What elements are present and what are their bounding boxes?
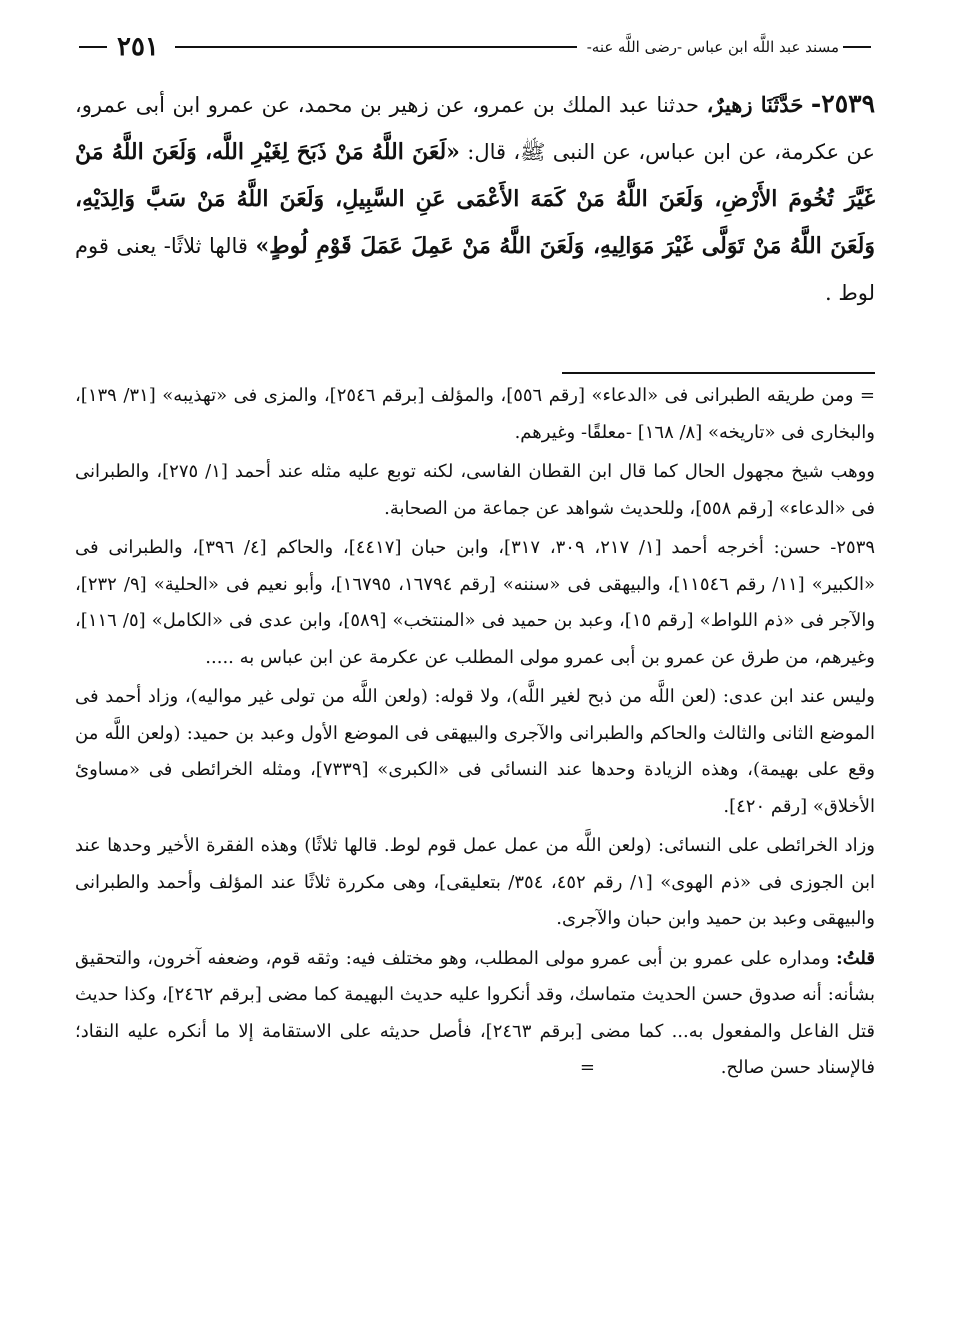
page-header (75, 30, 875, 64)
header-title: مسند عبد اللَّه ابن عباس -رضى اللَّه عنه- (586, 38, 839, 56)
hadith-text (75, 80, 875, 317)
footnote-takhrij: ٢٥٣٩- حسن: أخرجه أحمد [١/ ٢١٧، ٣٠٩، ٣١٧]، وابن حبان [٤٤١٧]، والحاكم [٤/ ٣٩٦]، والطبرانى فى «الكبير» [١١/ رقم ١١٥٤٦]، والبيهقى فى «سننه» [رقم ١٦٧٩٤، ١٦٧٩٥]، وأبو نعيم فى «الحلية» [٩/ ٢٣٢]، والآجر فى «ذم اللواط» [رقم ١٥]، وعبد بن حميد فى «المنتخب» [٥٨٩]، وابن عدى فى «الكامل» [٥/ ١١٦]، وغيرهم، من طرق عن عمرو بن أبى عمرو مولى المطلب عن عكرمة عن ابن عباس به ..... (75, 537, 876, 668)
hadith-number: ٢٥٣٩- (810, 89, 875, 118)
footnote-paragraph: ووهب شيخ مجهول الحال كما قال ابن القطان الفاسى، لكنه توبع عليه مثله عند أحمد [١/ ٢٧٥]، والطبرانى فى «الدعاء» [رقم ٥٥٨]، وللحديث شواهد عن جماعة من الصحابة. (75, 461, 875, 519)
header-dash-left (79, 46, 107, 48)
qultu-label: قلتُ: (836, 947, 875, 969)
footnote-conclusion (75, 941, 875, 1087)
page-number: ٢٥١ (117, 32, 159, 62)
footnotes (75, 378, 875, 1090)
footnote-separator (562, 372, 875, 374)
hadith-haddathana: حَدَّثَنَا زهيرٌ، (706, 92, 804, 117)
hadith-tail: قالها ثلاثًا- يعنى قوم لوط . (75, 234, 875, 305)
hadith-matn: «لَعَنَ اللَّهُ مَنْ ذَبَحَ لِغَيْرِ اللَّه، وَلَعَنَ اللَّهُ مَنْ غَيَّرَ تُخُومَ الأَرْضِ، وَلَعَنَ اللَّهُ مَنْ كَمَهَ الأَعْمَى عَنِ السَّبِيلِ، وَلَعَنَ اللَّهُ مَنْ سَبَّ وَالِدَيْهِ، وَلَعَنَ اللَّهُ مَنْ تَوَلَّى غَيْرَ مَوَالِيهِ، وَلَعَنَ اللَّهُ مَنْ عَمِلَ عَمَلَ قَوْمِ لُوطٍ» (75, 139, 875, 259)
footnote-paragraph: وليس عند ابن عدى: (لعن اللَّه من ذبح لغير اللَّه)، ولا قوله: (ولعن اللَّه من تولى غير مواليه)، وزاد أحمد فى الموضع الثانى والثالث والحاكم والطبرانى والآجرى والبيهقى فى الموضع الأول وعبد بن حميد: (ولعن اللَّه من وقع على بهيمة)، وهذه الزيادة وحدها عند النسائى فى «الكبرى» [٧٣٣٩]، ومثله الخرائطى فى «مساوئ الأخلاق» [رقم ٤٢٠]. (75, 686, 875, 817)
hadith-isnad: حدثنا عبد الملك بن عمرو، عن زهير بن محمد، عن عمرو ابن أبى عمرو، عن عكرمة، عن ابن عباس، عن النبى ﷺ، قال: (75, 93, 875, 164)
footnote-continuation: = ومن طريقه الطبرانى فى «الدعاء» [رقم ٥٥٦]، والمؤلف [برقم ٢٥٤٦]، والمزى فى «تهذيبه» [٣١/ ١٣٩]، والبخارى فى «تاريخه» [٨/ ١٦٨] -معلقًا- وغيرهم. (75, 385, 876, 443)
continuation-mark: = (579, 1057, 595, 1078)
footnote-paragraph: وزاد الخرائطى على النسائى: (ولعن اللَّه من عمل عمل قوم لوط. قالها ثلاثًا) وهذه الفقرة الأخير وحدها عند ابن الجوزى فى «ذم الهوى» [١/ رقم ٤٥٢، ٣٥٤/ بتعليقى]، وهى مكررة ثلاثًا عند المؤلف وأحمد والطبرانى والبيهقى وعبد بن حميد وابن حبان والآجرى. (75, 835, 875, 929)
header-rule (175, 46, 577, 48)
conclusion-text: ومداره على عمرو بن أبى عمرو مولى المطلب، وهو مختلف فيه: وثقه قوم، وضعفه آخرون، والتحقيق بشأنه: أنه صدوق حسن الحديث متماسك، وقد أنكروا عليه حديث البهيمة كما مضى [برقم ٢٤٦٢]، وكذا حديث قتل الفاعل والمفعول به... كما مضى [برقم ٢٤٦٣]، فأصل حديثه على الاستقامة إلا ما أنكره عليه النقاد؛ فالإسناد حسن صالح. (75, 947, 875, 1078)
header-dash-right (843, 46, 871, 48)
